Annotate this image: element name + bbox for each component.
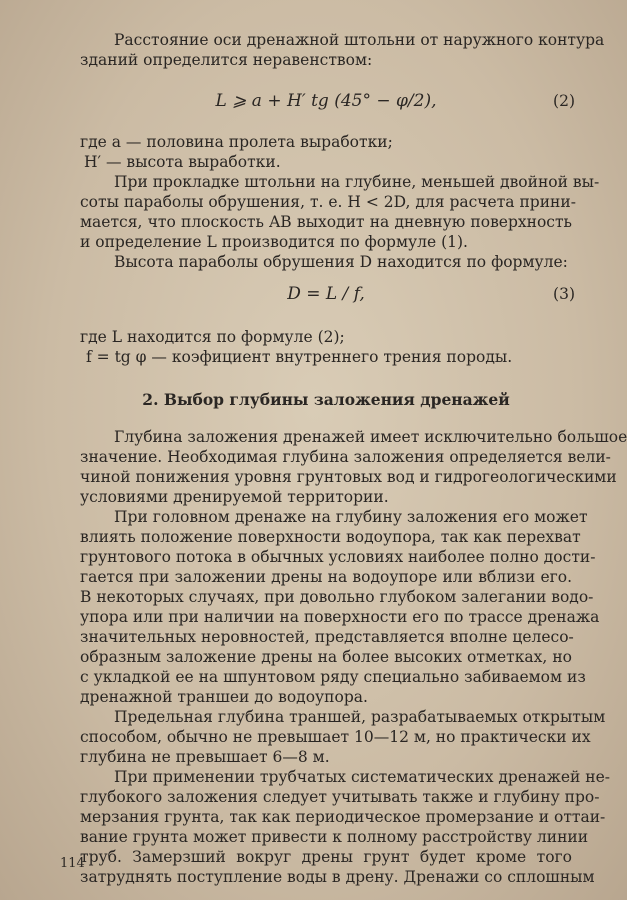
text-line: где L находится по формуле (2); <box>80 328 345 346</box>
text-line: глубокого заложения следует учитывать также и глубину про- <box>80 788 600 806</box>
section-heading: 2. Выбор глубины заложения дренажей <box>142 390 510 409</box>
text-line: При применении трубчатых систематических дренажей не- <box>114 768 611 786</box>
page-number: 114 <box>60 856 85 871</box>
text-line: с укладкой ее на шпунтовом ряду специально забиваемом из <box>80 668 586 686</box>
text-line: вание грунта может привести к полному расстройству линии <box>80 828 589 846</box>
text-line: мерзания грунта, так как периодическое промерзание и оттаи- <box>80 808 606 826</box>
text-line: Высота параболы обрушения D находится по формуле: <box>114 253 568 271</box>
text-line: где a — половина пролета выработки; <box>80 133 393 151</box>
equation-number-3: (3) <box>553 285 575 303</box>
text-line: и определение L производится по формуле (1). <box>80 233 468 251</box>
text-line: значительных неровностей, представляется вполне целесо- <box>80 628 574 646</box>
text-line: соты параболы обрушения, т. е. H < 2D, для расчета прини- <box>80 193 576 211</box>
formula-3: D = L / f, <box>287 284 365 304</box>
text-line: Предельная глубина траншей, разрабатываемых открытым <box>114 708 606 726</box>
text-line: затруднять поступление воды в дрену. Дренажи со сплошным <box>80 868 595 886</box>
text-line: образным заложение дрены на более высоких отметках, но <box>80 648 572 666</box>
text-line: Глубина заложения дренажей имеет исключительно большое <box>114 428 627 446</box>
text-line: дренажной траншеи до водоупора. <box>80 688 368 706</box>
text-line: Расстояние оси дренажной штольни от наружного контура <box>114 31 605 49</box>
text-line: При прокладке штольни на глубине, меньшей двойной вы- <box>114 173 600 191</box>
text-line: В некоторых случаях, при довольно глубоком залегании водо- <box>80 588 594 606</box>
text-line: чиной понижения уровня грунтовых вод и гидрогеологическими <box>80 468 617 486</box>
text-line: зданий определится неравенством: <box>80 51 373 69</box>
text-line: H′ — высота выработки. <box>84 153 281 171</box>
text-line: f = tg φ — коэфициент внутреннего трения породы. <box>86 348 513 366</box>
text-line: способом, обычно не превышает 10—12 м, но практически их <box>80 728 591 746</box>
text-line: грунтового потока в обычных условиях наиболее полно дости- <box>80 548 596 566</box>
equation-number-2: (2) <box>553 92 575 110</box>
text-line: условиями дренируемой территории. <box>80 488 389 506</box>
text-line: глубина не превышает 6—8 м. <box>80 748 330 766</box>
text-line: При головном дренаже на глубину заложения его может <box>114 508 588 526</box>
text-line: мается, что плоскость AB выходит на дневную поверхность <box>80 213 572 231</box>
formula-2: L ⩾ a + H′ tg (45° − φ/2), <box>215 91 437 111</box>
text-line: упора или при наличии на поверхности его по трассе дренажа <box>80 608 600 626</box>
text-line: влиять положение поверхности водоупора, так как перехват <box>80 528 581 546</box>
text-line: гается при заложении дрены на водоупоре или вблизи его. <box>80 568 572 586</box>
text-line: труб. Замерзший вокруг дрены грунт будет кроме того <box>80 848 572 866</box>
text-line: значение. Необходимая глубина заложения определяется вели- <box>80 448 611 466</box>
